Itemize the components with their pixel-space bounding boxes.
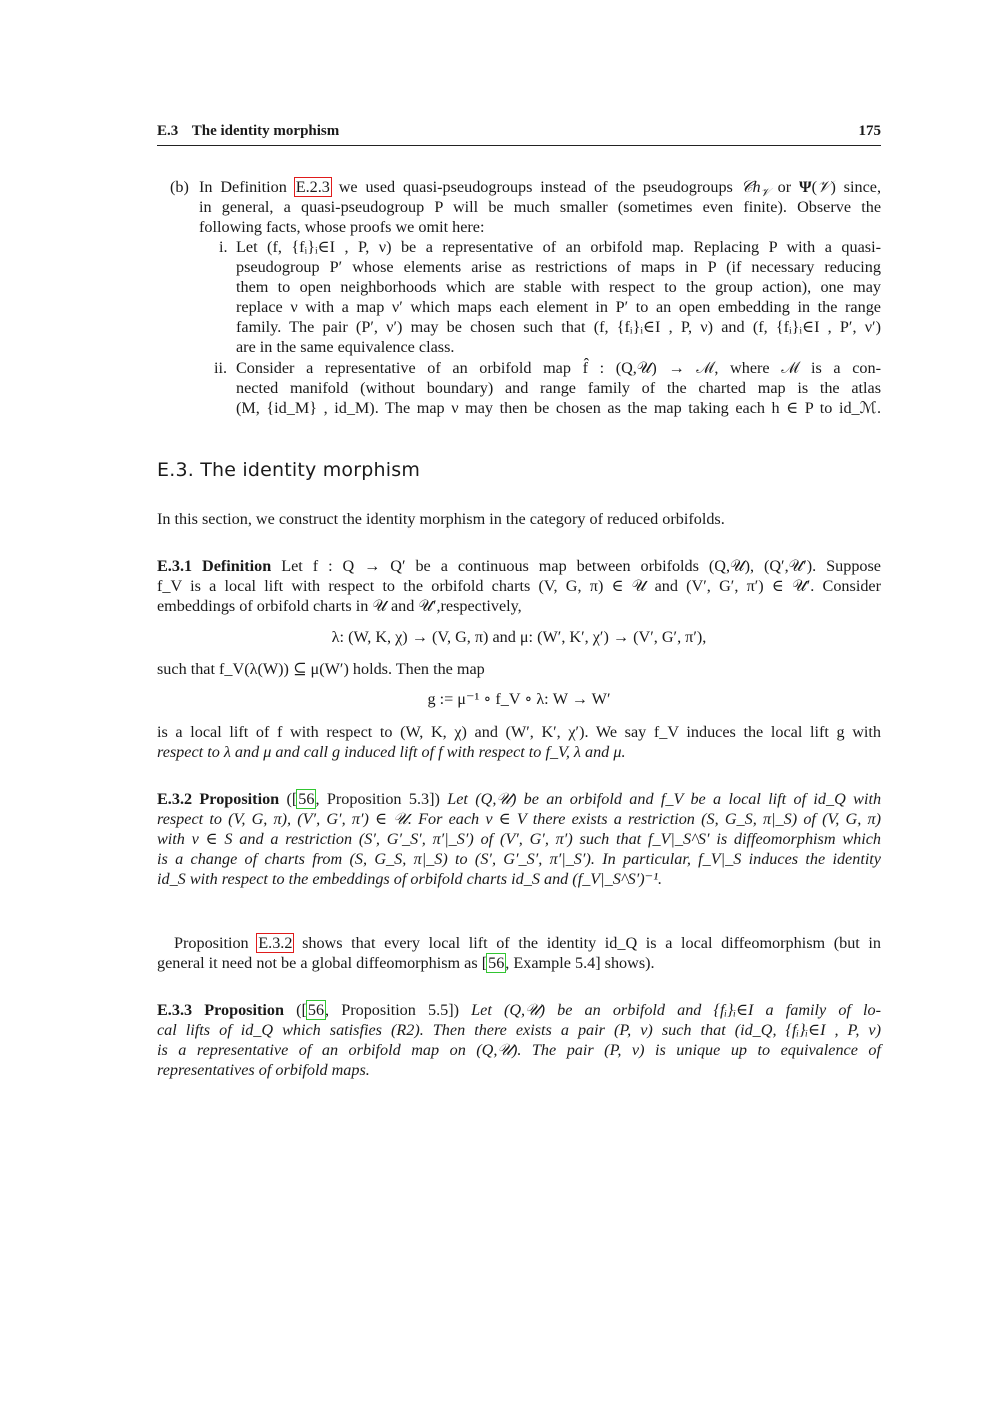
item-i-line-4: replace ν with a map ν′ which maps each element in P′ to an open embedding in the range — [236, 298, 881, 316]
remark-paragraph — [157, 933, 881, 973]
prop-e32-cite-detail: Proposition 5.3 — [326, 790, 430, 808]
def-e31-after-line-1: is a local lift of f with respect to (W, K, χ) and (W′, K′, χ′). We say f_V induces the local lift g with — [157, 723, 881, 741]
proposition-e32 — [157, 789, 881, 889]
item-i-body — [236, 237, 881, 357]
item-i-line-3: them to open neighborhoods which are stable with respect to the group action), one may — [236, 278, 881, 296]
prop-e33-line-3: is a representative of an orbifold map on (Q,𝒰). The pair (P, ν) is unique up to equivalence of — [157, 1041, 881, 1059]
prop-e33-label: E.3.3 Proposition — [157, 1001, 284, 1019]
ref-definition-e23[interactable]: E.2.3 — [295, 178, 330, 196]
item-i-line-1: Let (f, {fᵢ}ᵢ∈I , P, ν) be a representative of an orbifold map. Replacing P with a quasi- — [236, 238, 881, 256]
page-number: 175 — [858, 123, 881, 139]
section-heading: E.3. The identity morphism — [157, 459, 421, 481]
prop-e32-line-3: with v ∈ S and a restriction (S′, G′_S′, π′|_S′) of (V′, G′, π′) such that f_V|_S^S′ is diffeomorphism which — [157, 830, 881, 848]
citation-56-prop55[interactable]: 56 — [307, 1001, 325, 1019]
item-b-label: (b) — [170, 178, 189, 196]
prop-e32-line-1: E.3.2 Proposition ([56, Proposition 5.3]) Let (Q,𝒰) be an orbifold and f_V be a local lift of id_Q with — [157, 790, 882, 808]
running-head — [157, 123, 881, 146]
def-e31-after-line-2: respect to λ and μ and call g induced lift of f with respect to f_V, λ and μ. — [157, 743, 626, 761]
def-e31-label: E.3.1 Definition — [157, 557, 272, 575]
prop-e33-line-2: cal lifts of id_Q which satisfies (R2). Then there exists a pair (P, ν) such that (id_Q, {fᵢ}ᵢ∈I , P, ν) — [157, 1021, 881, 1039]
citation-56[interactable]: 56 — [298, 790, 315, 808]
remark-line-2: general it need not be a global diffeomorphism as [56, Example 5.4] shows). — [157, 954, 655, 972]
section-intro-line: In this section, we construct the identity morphism in the category of reduced orbifolds. — [157, 510, 725, 528]
ref-proposition-e32[interactable]: E.3.2 — [258, 934, 293, 952]
item-ii-body — [236, 358, 881, 418]
running-head-left — [157, 123, 339, 140]
def-e31-line-1: E.3.1 Definition Let f : Q → Q′ be a continuous map between orbifolds (Q,𝒰), (Q′,𝒰′). Suppose — [157, 557, 881, 575]
prop-e32-line-5: id_S with respect to the embeddings of orbifold charts id_S and (f_V|_S^S′)⁻¹. — [157, 870, 663, 888]
equation-embeddings: λ: (W, K, χ) → (V, G, π) and μ: (W′, K′, χ′) → (V′, G′, π′), — [331, 628, 707, 646]
item-i-line-5: family. The pair (P′, ν′) may be chosen such that (f, {fᵢ}ᵢ∈I , P, ν) and (f, {fᵢ}ᵢ∈I , P′, ν′) — [236, 318, 881, 336]
item-b-line-1: In Definition E.2.3 we used quasi-pseudogroups instead of the pseudogroups 𝒞h$_𝒱$ or Ψ(𝒱) since, — [199, 178, 881, 200]
item-i-label: i. — [219, 238, 228, 256]
item-ii-line-2: nected manifold (without boundary) and range family of the charted map is the atlas — [236, 379, 881, 397]
item-i-line-6: are in the same equivalence class. — [236, 338, 455, 356]
remark-line-1: Proposition E.3.2 shows that every local lift of the identity id_Q is a local diffeomorphism (but in — [174, 934, 881, 952]
prop-e32-line-2: respect to (V, G, π), (V′, G′, π′) ∈ 𝒰. For each v ∈ V there exists a restriction (S, G_S, π|_S) of (V, G, π) — [157, 810, 881, 828]
item-ii-line-3: (M, {id_M} , id_M). The map ν may then be chosen as the map taking each h ∈ P to id_ℳ. — [236, 399, 881, 417]
def-e31-middle — [157, 659, 881, 679]
def-e31-after — [157, 722, 881, 762]
def-e31-line-3: embeddings of orbifold charts in 𝒰 and 𝒰′,respectively, — [157, 597, 522, 615]
proposition-e33 — [157, 1000, 881, 1080]
prop-e32-label: E.3.2 Proposition — [157, 790, 280, 808]
prop-e32-line-4: is a change of charts from (S, G_S, π|_S) to (S′, G′_S′, π′|_S′). In particular, f_V|_S induces the identity — [157, 850, 881, 868]
def-e31-middle-line: such that f_V(λ(W)) ⊆ μ(W′) holds. Then the map — [157, 660, 485, 678]
prop-e33-line-4: representatives of orbifold maps. — [157, 1061, 370, 1079]
section-title: The identity morphism — [191, 123, 340, 139]
item-ii-line-1: Consider a representative of an orbifold map f̂ : (Q,𝒰) → ℳ, where ℳ is a con- — [236, 359, 881, 377]
item-b-line-3: following facts, whose proofs we omit here: — [199, 218, 485, 236]
prop-e33-line-1: E.3.3 Proposition ([56, Proposition 5.5]) Let (Q,𝒰) be an orbifold and {fᵢ}ᵢ∈I a family of lo- — [157, 1001, 882, 1019]
item-b-body — [199, 177, 881, 237]
definition-e31 — [157, 556, 881, 616]
def-e31-line-2: f_V is a local lift with respect to the orbifold charts (V, G, π) ∈ 𝒰 and (V′, G′, π′) ∈ 𝒰′. Consider — [157, 577, 881, 595]
section-intro — [157, 509, 881, 529]
equation-induced-lift: g := μ⁻¹ ∘ f_V ∘ λ: W → W′ — [427, 690, 611, 708]
section-number: E.3 — [157, 123, 179, 139]
citation-56-example[interactable]: 56 — [488, 954, 505, 972]
item-i-line-2: pseudogroup P′ whose elements arise as restrictions of maps in P (if necessary reducing — [236, 258, 881, 276]
prop-e33-cite-detail: Proposition 5.5 — [341, 1001, 449, 1019]
item-b-line-2: in general, a quasi-pseudogroup P will be much smaller (sometimes even finite). Observe the — [199, 198, 881, 216]
item-ii-label: ii. — [214, 359, 228, 377]
